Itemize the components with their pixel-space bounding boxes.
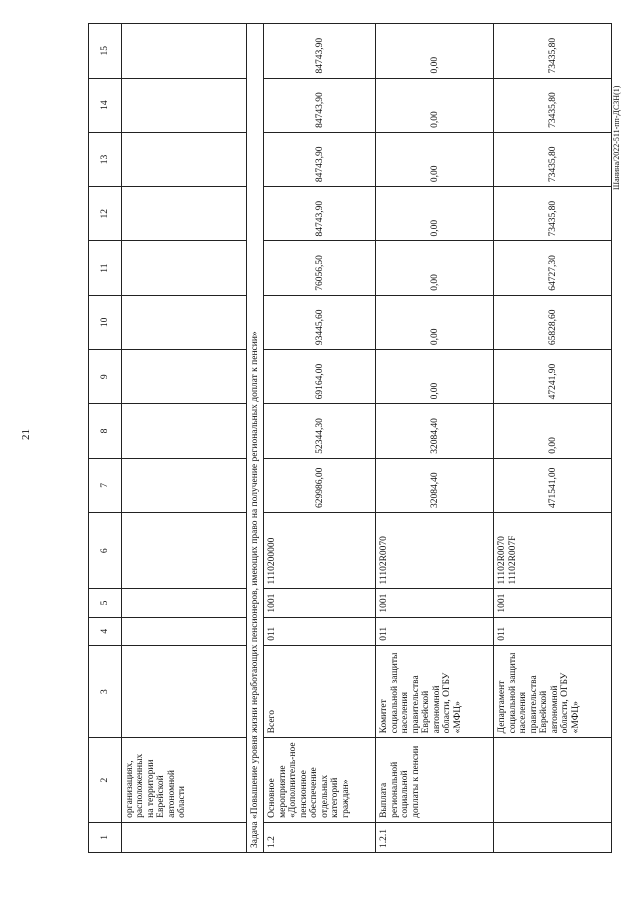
table-row [376, 24, 494, 853]
cell-v7: 32084,40 [376, 458, 494, 512]
cell-no [494, 822, 612, 852]
header-col-14: 14 [89, 78, 122, 132]
cell-v10: 0,00 [376, 295, 494, 349]
cell-v9: 69164,00 [264, 350, 376, 404]
cell-csr: 11102R0070 11102R007F [494, 513, 612, 589]
header-col-9: 9 [89, 350, 122, 404]
cell-v11: 0,00 [376, 241, 494, 295]
header-col-7: 7 [89, 458, 122, 512]
cell-v11: 76056,50 [264, 241, 376, 295]
cell-v8: 32084,40 [376, 404, 494, 458]
cell-v14: 84743,90 [264, 78, 376, 132]
header-col-4: 4 [89, 617, 122, 645]
cell-csr: 11102R0070 [376, 513, 494, 589]
header-col-10: 10 [89, 295, 122, 349]
cell-v12: 84743,90 [264, 187, 376, 241]
cell-v8: 52344,30 [264, 404, 376, 458]
header-col-3: 3 [89, 645, 122, 738]
continuation-row [122, 24, 247, 853]
cell-name: Основное мероприятие «Дополнитель-ное пенсионное обеспечение отдельных категорий граждан» [264, 738, 376, 823]
cell-executor: Департамент социальной защиты населения правительства Еврейской автономной области, ОГБУ «МФЦ» [494, 645, 612, 738]
cell-v11: 64727,30 [494, 241, 612, 295]
cell-rzpr: 1001 [494, 589, 612, 617]
header-col-8: 8 [89, 404, 122, 458]
table-row [264, 24, 376, 853]
cell-rzpr: 1001 [264, 589, 376, 617]
header-row [89, 24, 122, 853]
cell-rzpr: 1001 [376, 589, 494, 617]
cell-grbs: 011 [264, 617, 376, 645]
cell-v14: 73435,80 [494, 78, 612, 132]
cell-name: Выплата региональной социальной доплаты к пенсии [376, 738, 494, 823]
cell-csr: 1110200000 [264, 513, 376, 589]
page-number: 21 [20, 429, 32, 440]
cell-grbs: 011 [494, 617, 612, 645]
header-col-15: 15 [89, 24, 122, 79]
task-text: Задача «Повышение уровня жизни неработающих пенсионеров, имеющих право на получение региональных доплат к пенсии» [247, 24, 264, 853]
cell-v13: 73435,80 [494, 132, 612, 186]
cell-v13: 84743,90 [264, 132, 376, 186]
cell-v15: 73435,80 [494, 24, 612, 79]
cell-executor: Комитет социальной защиты населения правительства Еврейской автономной области, ОГБУ «МФЦ» [376, 645, 494, 738]
cell-v8: 0,00 [494, 404, 612, 458]
budget-table-container [88, 23, 581, 853]
cell-v10: 65828,60 [494, 295, 612, 349]
header-col-12: 12 [89, 187, 122, 241]
table-row [494, 24, 612, 853]
cell-v12: 0,00 [376, 187, 494, 241]
cell-v7: 629986,00 [264, 458, 376, 512]
cell-v15: 0,00 [376, 24, 494, 79]
cell-grbs: 011 [376, 617, 494, 645]
cell-no: 1.2 [264, 822, 376, 852]
cell-v13: 0,00 [376, 132, 494, 186]
cell-name [494, 738, 612, 823]
header-col-2: 2 [89, 738, 122, 823]
cell-no: 1.2.1 [376, 822, 494, 852]
continuation-name-cell: организациях, расположенных на территории Еврейской автономной области [122, 738, 247, 823]
cell-v9: 0,00 [376, 350, 494, 404]
cell-v10: 93445,60 [264, 295, 376, 349]
task-row [247, 24, 264, 853]
cell-v15: 84743,90 [264, 24, 376, 79]
header-col-13: 13 [89, 132, 122, 186]
header-col-6: 6 [89, 513, 122, 589]
budget-table [88, 23, 612, 853]
cell-executor: Всего [264, 645, 376, 738]
cell-v7: 471541,00 [494, 458, 612, 512]
header-col-5: 5 [89, 589, 122, 617]
document-code: Шанина/2022-511-пп-ДСЗН(1) [612, 85, 621, 190]
cell-v12: 73435,80 [494, 187, 612, 241]
header-col-11: 11 [89, 241, 122, 295]
header-col-1: 1 [89, 822, 122, 852]
cell-v9: 47241,90 [494, 350, 612, 404]
cell-v14: 0,00 [376, 78, 494, 132]
